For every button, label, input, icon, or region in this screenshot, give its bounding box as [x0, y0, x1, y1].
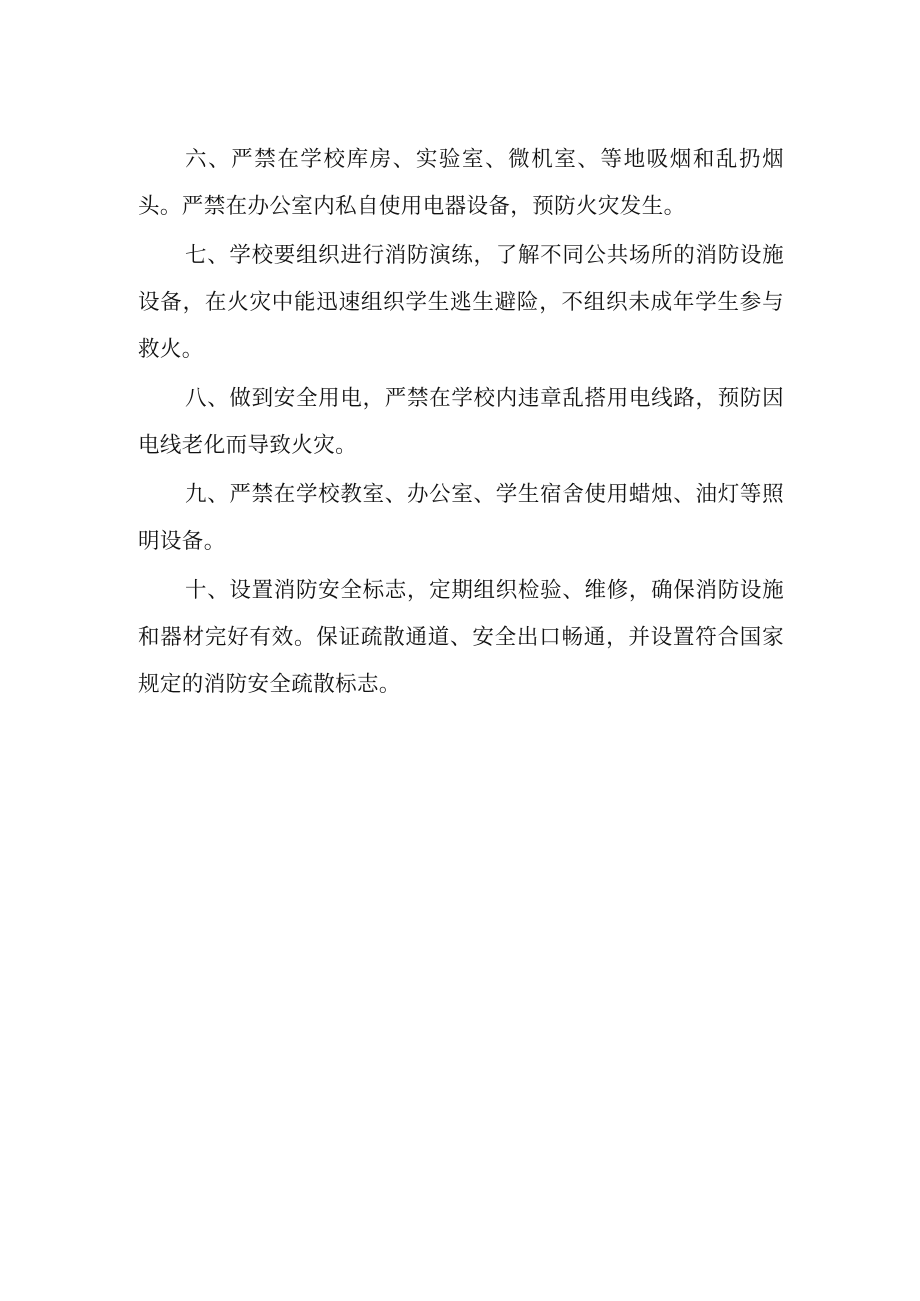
document-body	[138, 136, 784, 710]
paragraph-rule-6: 六、严禁在学校库房、实验室、微机室、等地吸烟和乱扔烟头。严禁在办公室内私自使用电器设备，预防火灾发生。	[138, 147, 784, 219]
paragraph-rule-8: 八、做到安全用电，严禁在学校内违章乱搭用电线路，预防因电线老化而导致火灾。	[138, 386, 784, 458]
paragraph-rule-10: 十、设置消防安全标志，定期组织检验、维修，确保消防设施和器材完好有效。保证疏散通道、安全出口畅通，并设置符合国家规定的消防安全疏散标志。	[138, 578, 784, 697]
paragraph-rule-7: 七、学校要组织进行消防演练，了解不同公共场所的消防设施设备，在火灾中能迅速组织学生逃生避险，不组织未成年学生参与救火。	[138, 243, 784, 362]
paragraph-rule-9: 九、严禁在学校教室、办公室、学生宿舍使用蜡烛、油灯等照明设备。	[138, 482, 784, 554]
